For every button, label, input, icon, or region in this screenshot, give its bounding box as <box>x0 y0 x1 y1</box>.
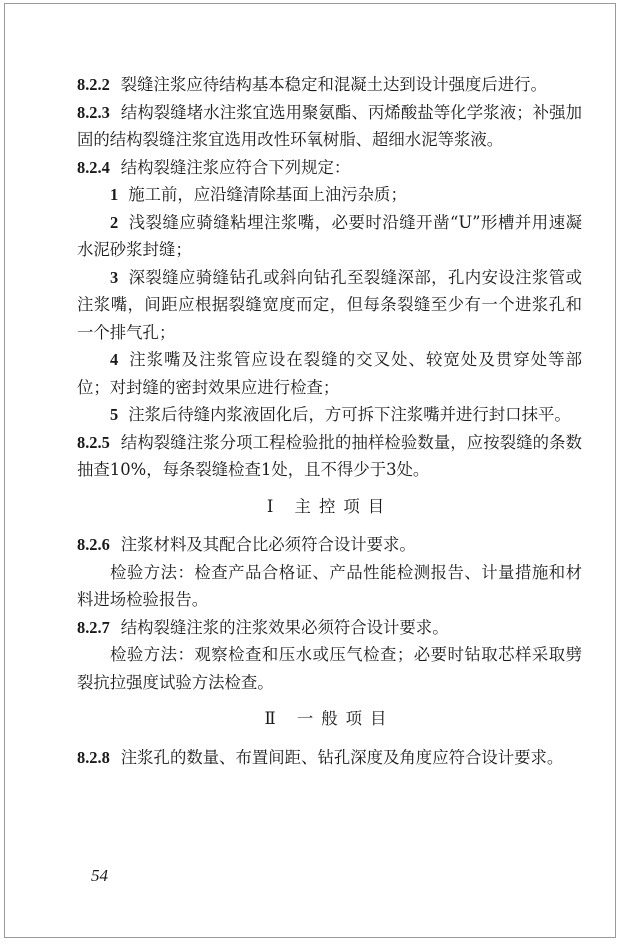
list-item <box>77 264 582 347</box>
clause-number: 8.2.2 <box>77 75 110 94</box>
clause-8-2-3 <box>77 99 582 154</box>
item-number: 3 <box>110 267 119 287</box>
clause-number: 8.2.3 <box>77 102 110 122</box>
clause-text: 结构裂缝注浆的注浆效果必须符合设计要求。 <box>120 617 449 637</box>
list-item <box>77 401 582 429</box>
clause-8-2-7 <box>77 614 582 642</box>
clause-8-2-4 <box>77 154 582 182</box>
item-number: 4 <box>110 350 119 369</box>
clause-number: 8.2.8 <box>77 747 110 767</box>
item-text: 施工前，应沿缝清除基面上油污杂质； <box>128 185 407 204</box>
item-number: 1 <box>110 185 119 204</box>
page-number: 54 <box>91 866 108 885</box>
clause-8-2-5 <box>77 429 582 484</box>
clause-text: 注浆材料及其配合比必须符合设计要求。 <box>120 535 416 554</box>
clause-number: 8.2.6 <box>77 535 110 554</box>
section-heading-general: Ⅱ 一般项目 <box>264 709 395 728</box>
clause-8-2-8 <box>77 744 582 772</box>
clause-text: 注浆孔的数量、布置间距、钻孔深度及角度应符合设计要求。 <box>120 747 564 767</box>
item-number: 5 <box>110 405 119 424</box>
clause-text: 结构裂缝注浆应符合下列规定： <box>120 157 351 177</box>
item-text: 浅裂缝应骑缝粘埋注浆嘴，必要时沿缝开凿“U”形槽并用速凝水泥砂浆封缝； <box>77 212 582 259</box>
list-item <box>77 209 582 264</box>
clause-8-2-2 <box>77 71 582 99</box>
item-text: 注浆嘴及注浆管应设在裂缝的交叉处、较宽处及贯穿处等部位；对封缝的密封效果应进行检查； <box>77 350 582 397</box>
clause-text: 裂缝注浆应待结构基本稳定和混凝土达到设计强度后进行。 <box>120 75 547 94</box>
item-number: 2 <box>110 212 119 232</box>
clause-number: 8.2.5 <box>77 432 110 452</box>
document-page <box>4 3 616 938</box>
clause-text: 结构裂缝堵水注浆宜选用聚氨酯、丙烯酸盐等化学浆液；补强加固的结构裂缝注浆宜选用改性环氧树脂、超细水泥等浆液。 <box>77 102 582 149</box>
clause-8-2-6 <box>77 531 582 559</box>
inspection-method: 检验方法：检查产品合格证、产品性能检测报告、计量措施和材料进场检验报告。 <box>77 562 582 609</box>
item-text: 注浆后待缝内浆液固化后，方可拆下注浆嘴并进行封口抹平。 <box>128 405 571 424</box>
page-content <box>77 71 582 771</box>
section-heading-main-control: Ⅰ 主控项目 <box>266 496 393 516</box>
item-text: 深裂缝应骑缝钻孔或斜向钻孔至裂缝深部，孔内安设注浆管或注浆嘴，间距应根据裂缝宽度而定，但每条裂缝至少有一个进浆孔和一个排气孔； <box>77 267 582 342</box>
clause-text: 结构裂缝注浆分项工程检验批的抽样检验数量，应按裂缝的条数抽查10%，每条裂缝检查1处，且不得少于3处。 <box>77 432 582 479</box>
list-item <box>77 181 582 209</box>
clause-number: 8.2.7 <box>77 617 110 637</box>
inspection-method: 检验方法：观察检查和压水或压气检查；必要时钻取芯样采取劈裂抗拉强度试验方法检查。 <box>77 645 582 692</box>
clause-number: 8.2.4 <box>77 157 110 177</box>
list-item <box>77 346 582 401</box>
